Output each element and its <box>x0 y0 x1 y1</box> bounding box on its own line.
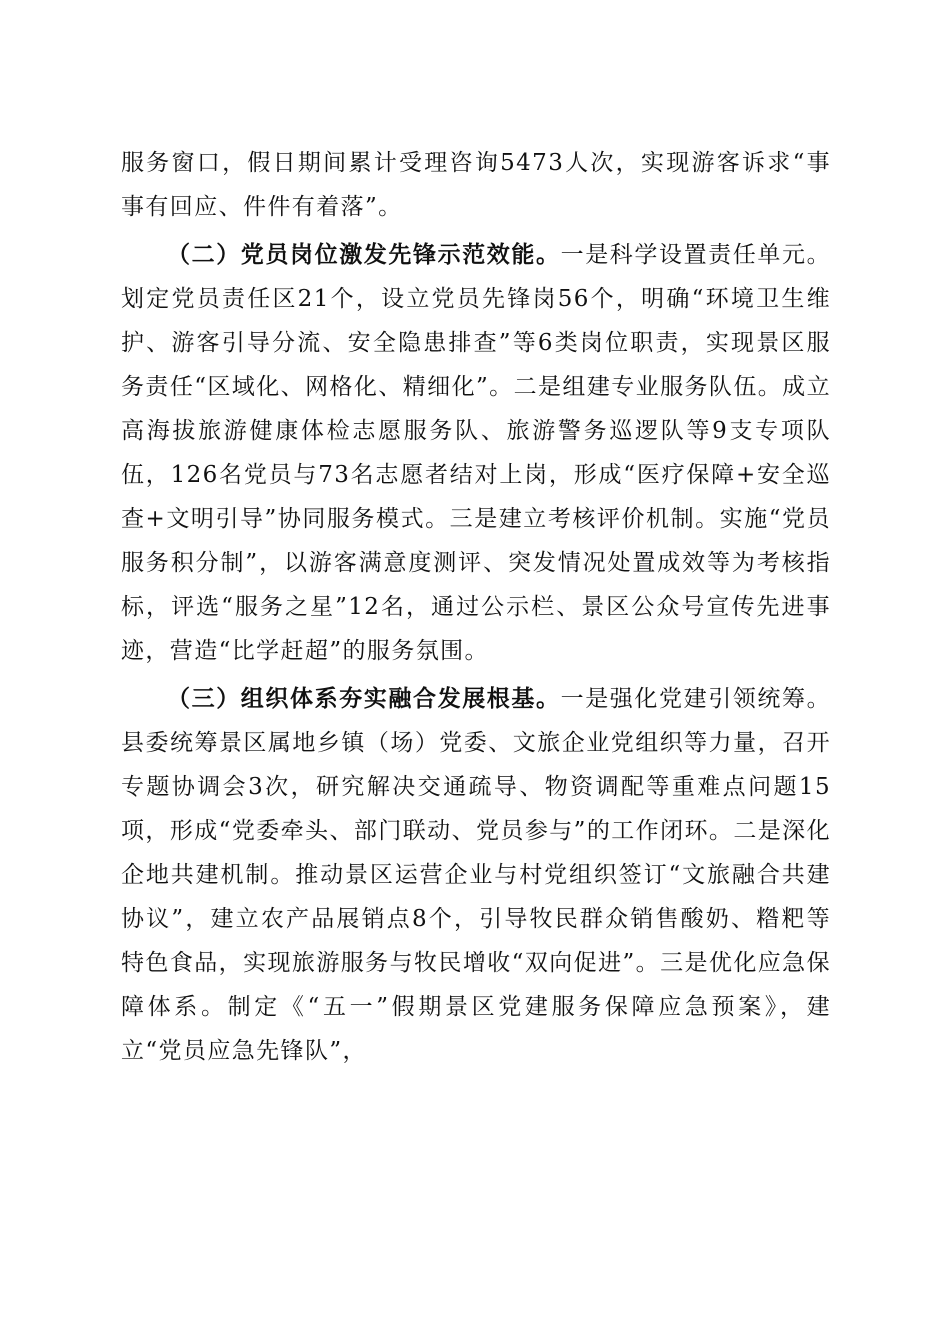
paragraph-text: 一是强化党建引领统筹。县委统筹景区属地乡镇（场）党委、文旅企业党组织等力量，召开专题协调会3次，研究解决交通疏导、物资调配等重难点问题15项，形成“党委牵头、部门联动、党员参与”的工作闭环。二是深化企地共建机制。推动景区运营企业与村党组织签订“文旅融合共建协议”，建立农产品展销点8个，引导牧民群众销售酸奶、糌粑等特色食品，实现旅游服务与牧民增收“双向促进”。三是优化应急保障体系。制定《“五一”假期景区党建服务保障应急预案》，建立“党员应急先锋队”， <box>121 686 831 1064</box>
body-text <box>121 141 831 1073</box>
paragraph-text: 服务窗口，假日期间累计受理咨询5473人次，实现游客诉求“事事有回应、件件有着落”。 <box>121 150 831 220</box>
paragraph-section-two <box>121 233 831 673</box>
paragraph-continued <box>121 141 831 229</box>
section-heading: （三）组织体系夯实融合发展根基。 <box>167 685 561 712</box>
section-heading: （二）党员岗位激发先锋示范效能。 <box>167 241 561 268</box>
paragraph-text: 一是科学设置责任单元。划定党员责任区21个，设立党员先锋岗56个，明确“环境卫生维护、游客引导分流、安全隐患排查”等6类岗位职责，实现景区服务责任“区域化、网格化、精细化”。二是组建专业服务队伍。成立高海拔旅游健康体检志愿服务队、旅游警务巡逻队等9支专项队伍，126名党员与73名志愿者结对上岗，形成“医疗保障+安全巡查+文明引导”协同服务模式。三是建立考核评价机制。实施“党员服务积分制”，以游客满意度测评、突发情况处置成效等为考核指标，评选“服务之星”12名，通过公示栏、景区公众号宣传先进事迹，营造“比学赶超”的服务氛围。 <box>121 242 831 664</box>
paragraph-section-three <box>121 677 831 1073</box>
